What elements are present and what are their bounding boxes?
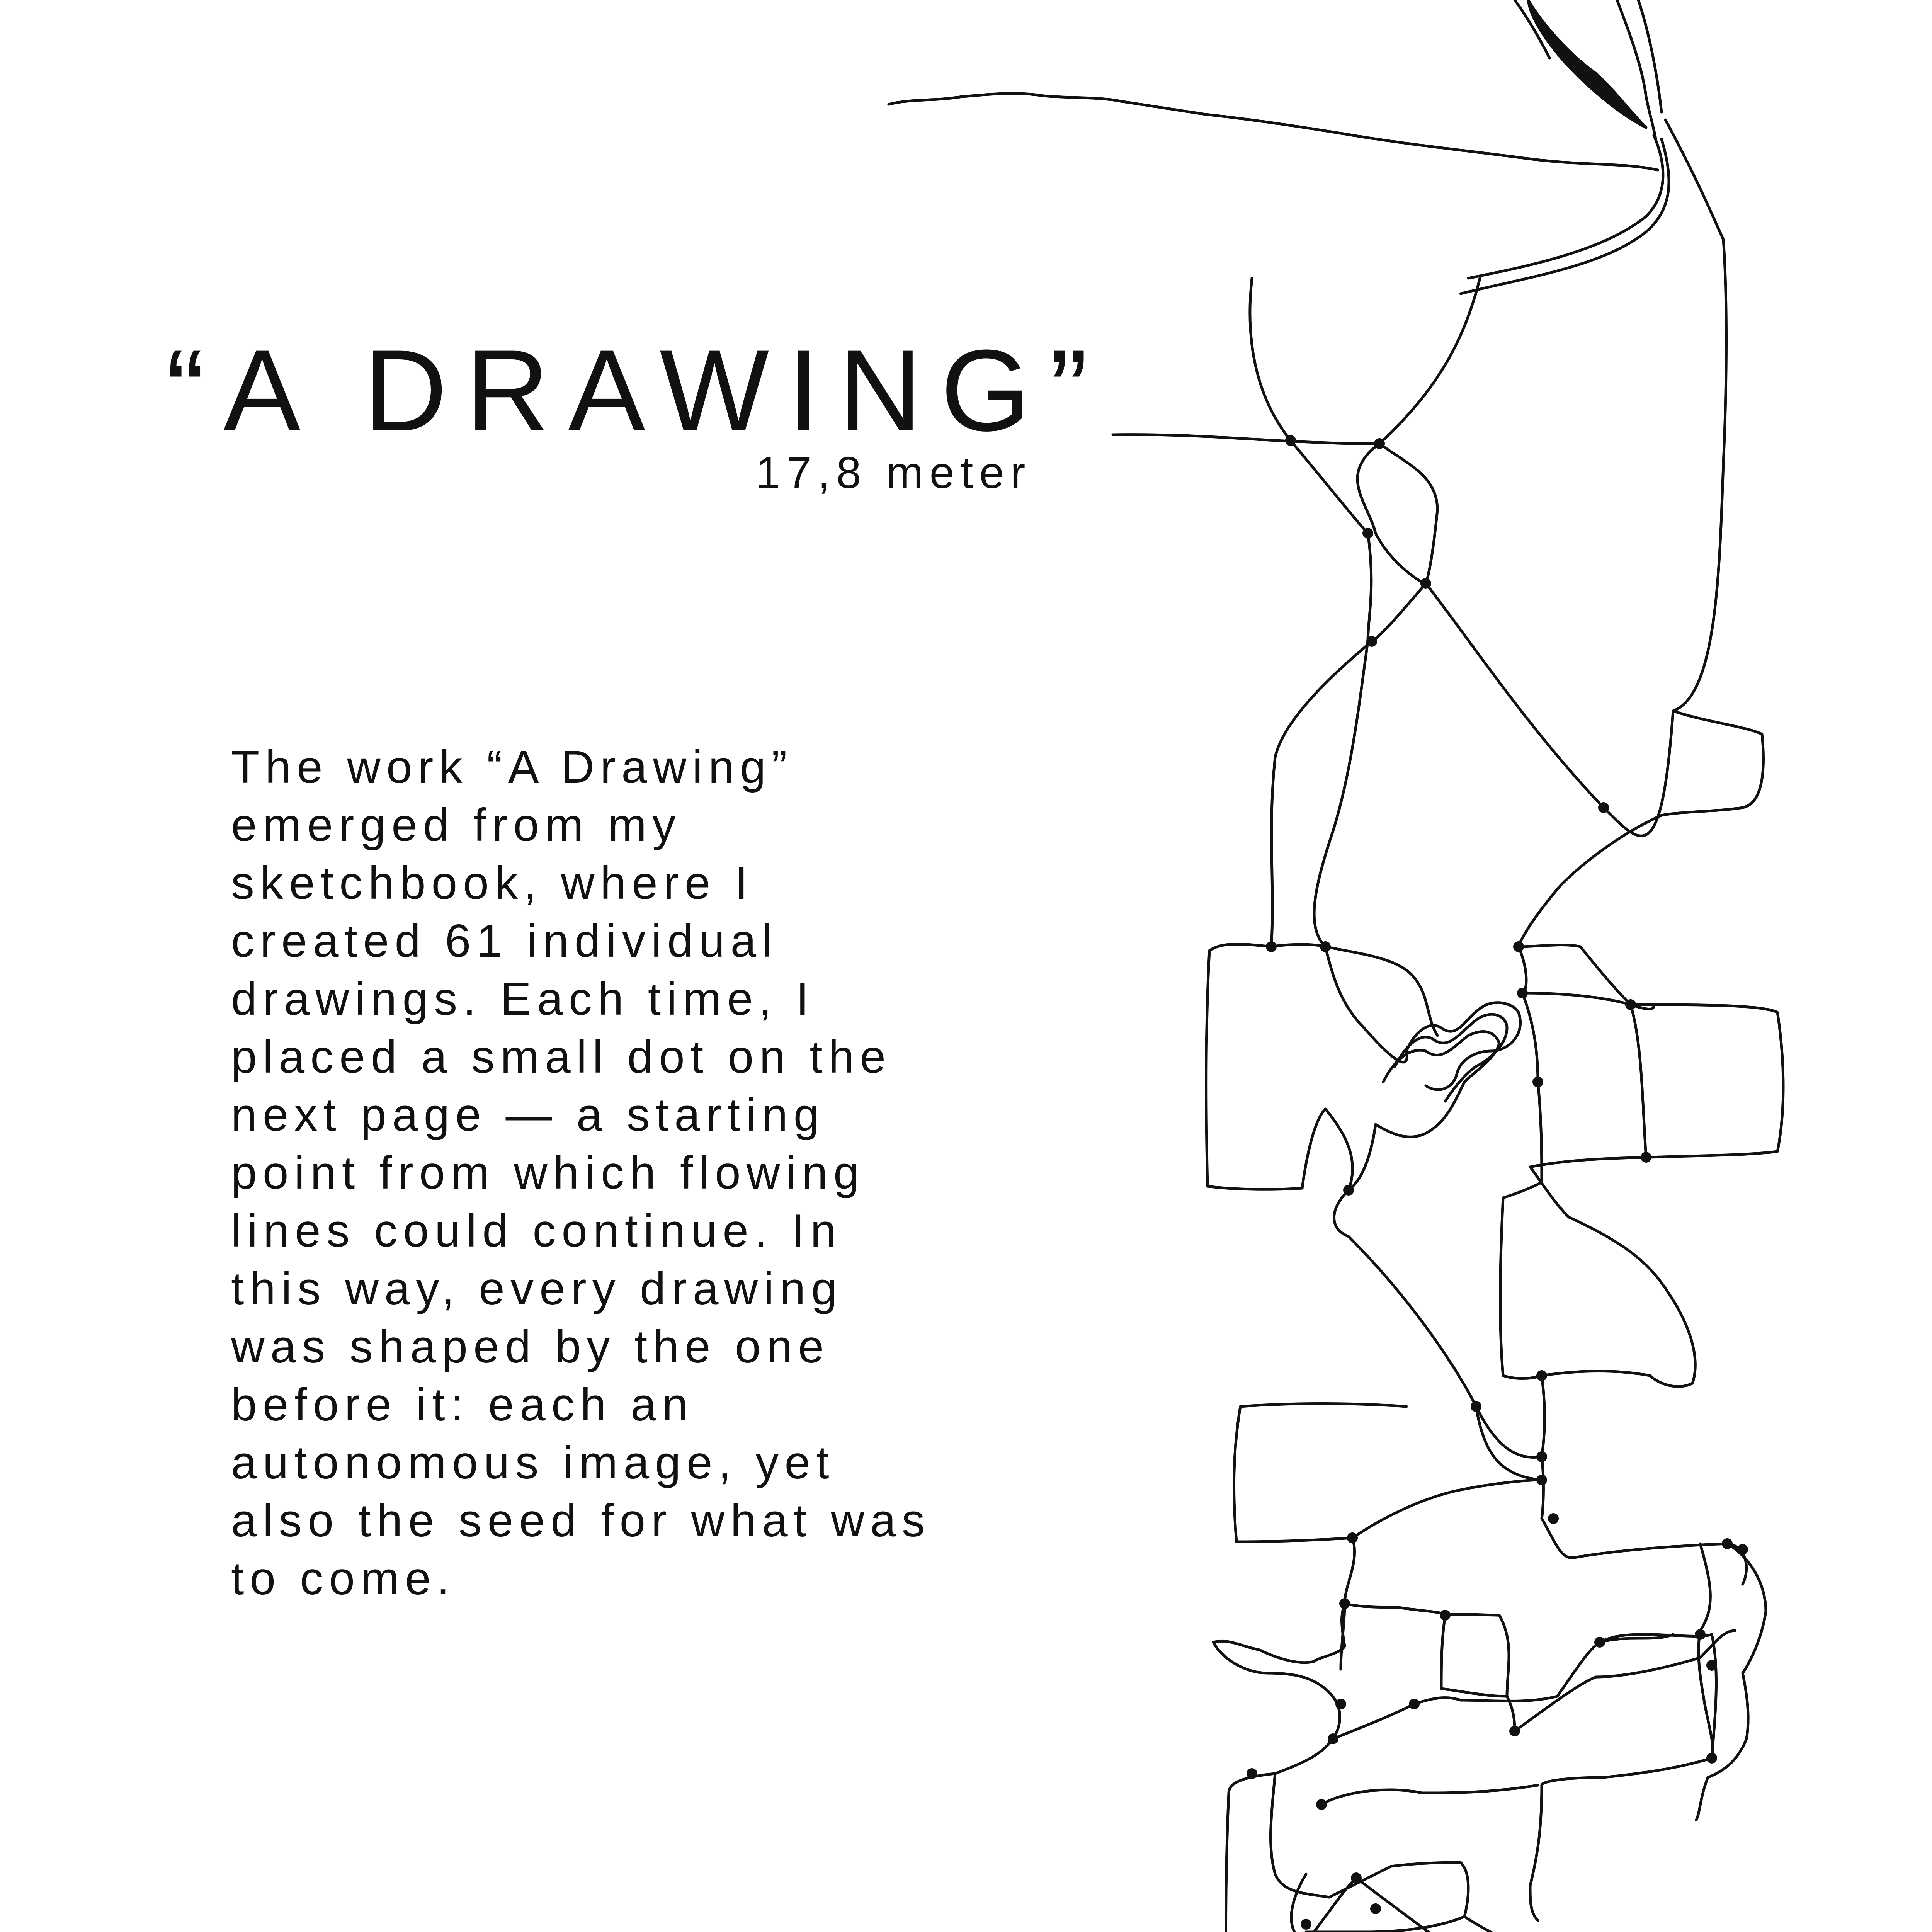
junction-dot <box>1316 1799 1327 1810</box>
description-line: sketchbook, where I <box>231 857 754 909</box>
network-line <box>1542 1371 1692 1386</box>
network-line <box>1334 1124 1542 1457</box>
description-line: emerged from my <box>231 799 682 851</box>
network-line <box>1522 993 1538 1082</box>
junction-dot <box>1517 988 1528 998</box>
description-line: The work “A Drawing” <box>231 741 793 793</box>
description-line: also the seed for what was <box>231 1495 931 1546</box>
network-line <box>1445 1614 1509 1696</box>
network-line <box>1542 1457 1747 1584</box>
junction-dot <box>1335 1699 1346 1709</box>
network-line <box>1306 1862 1468 1932</box>
description-line: created 61 individual <box>231 915 778 967</box>
artwork-title: “A DRAWING” <box>166 325 1107 455</box>
junction-dot <box>1366 636 1377 647</box>
title-line <box>1113 435 1379 444</box>
junction-dot <box>1320 941 1331 952</box>
network-line <box>1213 1604 1345 1739</box>
junction-dot <box>1409 1699 1420 1709</box>
network-line <box>1356 1878 1584 1932</box>
junction-dot <box>1536 1451 1547 1462</box>
junction-dot <box>1625 999 1636 1010</box>
leaf-stroke <box>1638 0 1662 112</box>
network-line <box>1696 1544 1766 1820</box>
junction-dot <box>1347 1532 1358 1543</box>
junction-dot <box>1737 1544 1748 1555</box>
network-line <box>1530 1167 1695 1383</box>
junction-dot <box>1513 941 1524 952</box>
junction-dot <box>1536 1475 1547 1485</box>
junction-dot <box>1594 1637 1605 1648</box>
junction-dot <box>1374 438 1385 449</box>
junction-dot <box>1266 941 1277 952</box>
description-line: placed a small dot on the <box>231 1031 892 1083</box>
network-line <box>1530 1005 1783 1167</box>
junction-dot <box>1722 1538 1733 1549</box>
network-line <box>1500 1082 1545 1457</box>
description-line: drawings. Each time, I <box>231 973 815 1025</box>
junction-dot <box>1440 1610 1451 1621</box>
network-line <box>1226 1739 1461 1932</box>
squiggle-line <box>1376 1032 1499 1137</box>
network-line <box>1206 944 1325 1189</box>
network-line <box>1379 444 1673 836</box>
stream-line <box>1665 120 1726 711</box>
description-line: next page — a starting <box>231 1089 825 1141</box>
network-line <box>1631 1005 1646 1157</box>
network-line <box>1234 1404 1542 1542</box>
junction-dot <box>1343 1185 1354 1196</box>
junction-dot <box>1532 1077 1543 1087</box>
junction-dot <box>1285 435 1296 446</box>
junction-dot <box>1362 528 1373 539</box>
description-line: before it: each an <box>231 1379 694 1430</box>
network-line <box>1270 1774 1329 1897</box>
junction-dot <box>1509 1726 1520 1736</box>
junction-dot <box>1247 1768 1257 1779</box>
network-line <box>1476 1406 1542 1480</box>
junction-dot <box>1420 578 1431 589</box>
network-line <box>1519 947 1654 1009</box>
junction-dot <box>1536 1370 1547 1381</box>
network-line <box>1325 1109 1352 1190</box>
junction-dot <box>1706 1753 1717 1764</box>
network-line <box>1271 944 1407 1062</box>
leaf-shape <box>1528 0 1646 128</box>
junction-dot <box>1328 1733 1338 1744</box>
network-line <box>1250 278 1371 641</box>
description-line: to come. <box>231 1553 456 1604</box>
network-line <box>1321 1785 1538 1804</box>
junction-dot <box>1301 1919 1311 1930</box>
horizon-line <box>889 94 1658 170</box>
network-line <box>1530 1758 1712 1920</box>
network-line <box>1519 711 1763 947</box>
junction-dot <box>1548 1513 1559 1524</box>
network-line <box>1345 1604 1515 1731</box>
junction-dot <box>1695 1629 1706 1640</box>
junction-dot <box>1339 1598 1350 1609</box>
network-line <box>1464 1917 1720 1932</box>
stream-line <box>1468 135 1663 278</box>
artwork-length: 17,8 meter <box>755 447 1032 498</box>
junction-dot <box>1370 1903 1381 1914</box>
description-line: point from which flowing <box>231 1147 865 1199</box>
description-line: this way, every drawing <box>231 1263 843 1315</box>
junction-dot <box>1471 1401 1481 1412</box>
junction-dot <box>1706 1660 1717 1671</box>
junction-dot <box>1351 1872 1362 1883</box>
description-line: was shaped by the one <box>231 1321 830 1372</box>
junction-dot <box>1598 802 1609 813</box>
network-line <box>1325 947 1437 1036</box>
description-line: lines could continue. In <box>231 1205 842 1257</box>
junction-dot <box>1641 1152 1651 1163</box>
network-line <box>1333 1634 1673 1739</box>
description-line: autonomous image, yet <box>231 1437 835 1488</box>
